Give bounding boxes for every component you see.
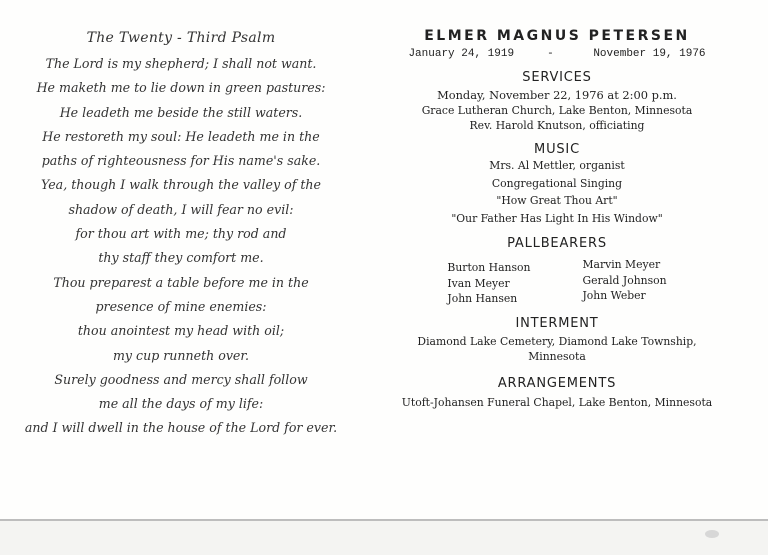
services-heading: SERVICES bbox=[522, 70, 592, 85]
pallbearer: Ivan Meyer bbox=[447, 276, 510, 290]
service-datetime: Monday, November 22, 1976 at 2:00 p.m. bbox=[437, 88, 677, 102]
background-surface bbox=[0, 521, 768, 555]
pallbearers-heading: PALLBEARERS bbox=[507, 236, 607, 251]
services-section bbox=[392, 70, 722, 133]
smudge-mark bbox=[705, 530, 719, 538]
psalm-line: He leadeth me beside the still waters. bbox=[59, 104, 303, 120]
psalm-line: thou anointest my head with oil; bbox=[77, 323, 285, 339]
music-section bbox=[392, 142, 722, 227]
psalm-line: He maketh me to lie down in green pastures: bbox=[36, 80, 326, 96]
service-program bbox=[392, 28, 722, 410]
psalm-line: and I will dwell in the house of the Lord for ever. bbox=[24, 420, 338, 436]
pallbearers-left-column bbox=[447, 257, 530, 307]
psalm-line: Yea, though I walk through the valley of the bbox=[41, 177, 321, 193]
psalm-line: The Lord is my shepherd; I shall not want. bbox=[45, 56, 317, 71]
arrangements-section bbox=[392, 376, 722, 410]
pallbearer: Burton Hanson bbox=[447, 261, 531, 274]
music-line: Congregational Singing bbox=[491, 176, 623, 190]
life-dates bbox=[392, 48, 722, 60]
psalm-line: Surely goodness and mercy shall follow bbox=[54, 371, 308, 387]
service-officiant: Rev. Harold Knutson, officiating bbox=[469, 119, 645, 132]
interment-section bbox=[392, 316, 722, 364]
psalm-line: paths of righteousness for His name's sake. bbox=[41, 153, 321, 169]
pallbearer: Marvin Meyer bbox=[582, 258, 661, 271]
death-date: November 19, 1976 bbox=[593, 48, 706, 60]
pallbearers-right-column bbox=[582, 257, 666, 307]
psalm-line: shadow of death, I will fear no evil: bbox=[68, 201, 294, 217]
psalm-line: Thou preparest a table before me in the bbox=[53, 274, 309, 290]
psalm-line: me all the days of my life: bbox=[98, 396, 264, 412]
psalm-line: He restoreth my soul: He leadeth me in the bbox=[42, 128, 320, 144]
service-location: Grace Lutheran Church, Lake Benton, Minnesota bbox=[421, 104, 693, 117]
psalm-title: The Twenty - Third Psalm bbox=[86, 30, 276, 46]
birth-date: January 24, 1919 bbox=[408, 48, 515, 60]
interment-line: Diamond Lake Cemetery, Diamond Lake Township, bbox=[417, 334, 697, 348]
pallbearer: John Hansen bbox=[447, 292, 518, 305]
pallbearers-list bbox=[392, 257, 722, 307]
music-line: "Our Father Has Light In His Window" bbox=[451, 211, 663, 225]
psalm-line: for thou art with me; thy rod and bbox=[75, 226, 287, 242]
music-heading: MUSIC bbox=[534, 142, 580, 157]
arrangements-heading: ARRANGEMENTS bbox=[497, 375, 617, 391]
interment-heading: INTERMENT bbox=[515, 315, 599, 331]
psalm-line: my cup runneth over. bbox=[112, 347, 250, 363]
date-dash: - bbox=[547, 48, 554, 60]
pallbearer: John Weber bbox=[582, 289, 646, 302]
psalm-panel bbox=[12, 30, 350, 441]
deceased-name: ELMER MAGNUS PETERSEN bbox=[424, 28, 690, 44]
arrangements-line: Utoft-Johansen Funeral Chapel, Lake Benton, Minnesota bbox=[401, 395, 713, 409]
pallbearers-section bbox=[392, 236, 722, 307]
psalm-line: presence of mine enemies: bbox=[95, 298, 267, 314]
psalm-line: thy staff they comfort me. bbox=[98, 250, 264, 266]
music-line: Mrs. Al Mettler, organist bbox=[489, 159, 625, 172]
pallbearer: Gerald Johnson bbox=[582, 273, 667, 287]
interment-line: Minnesota bbox=[528, 349, 586, 363]
music-line: "How Great Thou Art" bbox=[496, 194, 618, 207]
